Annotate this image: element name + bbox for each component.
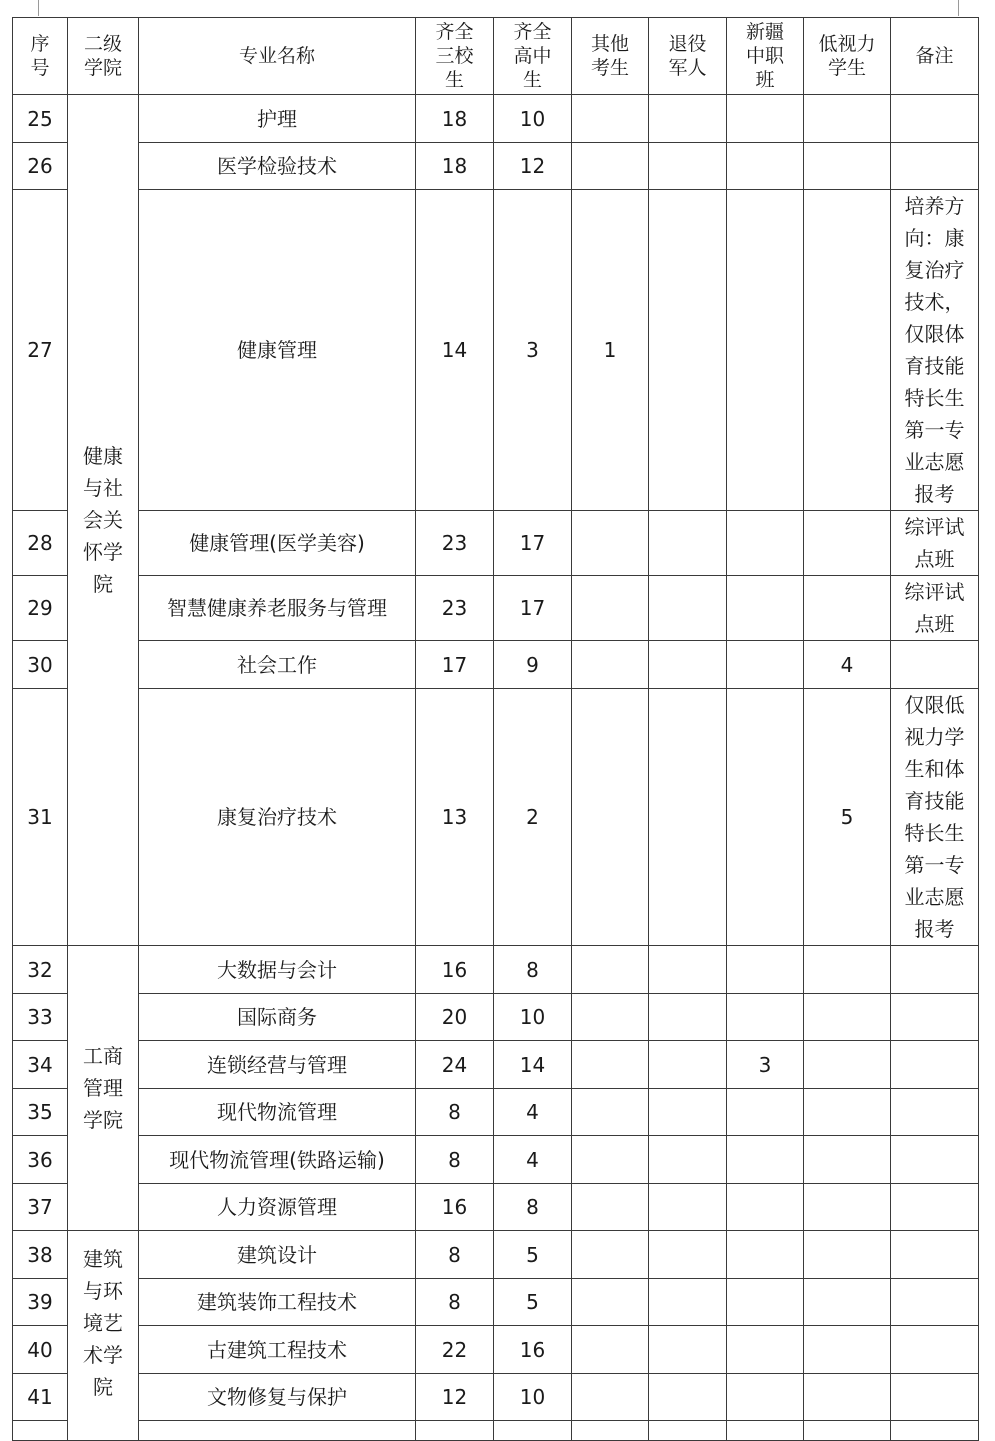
cell-qq-three: 22 <box>416 1326 494 1374</box>
cell-remark: 仅限低视力学生和体育技能特长生第一专业志愿报考 <box>891 689 979 946</box>
header-seq: 序号 <box>13 18 68 95</box>
cell-xinjiang <box>727 994 804 1041</box>
cell-low-vision <box>804 946 891 994</box>
cell-qq-three: 17 <box>416 641 494 689</box>
cell-qq-three: 24 <box>416 1041 494 1089</box>
cell-major: 国际商务 <box>139 994 416 1041</box>
table-row <box>13 689 979 946</box>
cell-veterans <box>649 1041 727 1089</box>
cell-low-vision <box>804 1231 891 1279</box>
cell-major: 建筑设计 <box>139 1231 416 1279</box>
cell-qq-high: 12 <box>494 143 572 190</box>
cell-qq-three: 8 <box>416 1279 494 1326</box>
cell-other <box>572 511 649 576</box>
cell-veterans <box>649 1136 727 1184</box>
cell-other <box>572 994 649 1041</box>
cell-qq-high: 5 <box>494 1279 572 1326</box>
cell-veterans <box>649 1374 727 1421</box>
cell-seq: 38 <box>13 1231 68 1279</box>
cell-qq-three: 23 <box>416 576 494 641</box>
cell-remark <box>891 95 979 143</box>
cell-college-business: 工商管理学院 <box>68 946 139 1231</box>
cell-veterans <box>649 994 727 1041</box>
cell-major: 康复治疗技术 <box>139 689 416 946</box>
cell-qq-high: 17 <box>494 511 572 576</box>
header-low-vision: 低视力学生 <box>804 18 891 95</box>
table-row <box>13 1374 979 1421</box>
cell-qq-high: 14 <box>494 1041 572 1089</box>
cell-qq-high: 10 <box>494 1374 572 1421</box>
page-corner-mark-left <box>38 0 39 16</box>
cell-qq-three: 16 <box>416 946 494 994</box>
cell-major: 连锁经营与管理 <box>139 1041 416 1089</box>
cell-qq-three: 13 <box>416 689 494 946</box>
header-xinjiang: 新疆中职班 <box>727 18 804 95</box>
cell-major: 护理 <box>139 95 416 143</box>
cell-major: 文物修复与保护 <box>139 1374 416 1421</box>
cell-other <box>572 1136 649 1184</box>
cell-qq-three: 20 <box>416 994 494 1041</box>
cell-xinjiang <box>727 1279 804 1326</box>
cell-xinjiang <box>727 576 804 641</box>
cell-remark <box>891 1184 979 1231</box>
table-row <box>13 1326 979 1374</box>
cell-college-health: 健康与社会关怀学院 <box>68 95 139 946</box>
cell-low-vision <box>804 1279 891 1326</box>
cell-remark <box>891 143 979 190</box>
cell-qq-three: 23 <box>416 511 494 576</box>
cell-low-vision <box>804 143 891 190</box>
table-row <box>13 1184 979 1231</box>
cell-other <box>572 1279 649 1326</box>
cell-xinjiang <box>727 190 804 511</box>
cell-other <box>572 95 649 143</box>
cell-qq-three: 18 <box>416 143 494 190</box>
cell-seq: 28 <box>13 511 68 576</box>
table-row <box>13 1041 979 1089</box>
cell-remark <box>891 1374 979 1421</box>
cell-other <box>572 1089 649 1136</box>
cell-remark <box>891 1231 979 1279</box>
cell-qq-three: 16 <box>416 1184 494 1231</box>
table-row <box>13 1279 979 1326</box>
table-row <box>13 946 979 994</box>
cell-major: 大数据与会计 <box>139 946 416 994</box>
header-other: 其他考生 <box>572 18 649 95</box>
cell-veterans <box>649 689 727 946</box>
cell-qq-high: 4 <box>494 1136 572 1184</box>
cell-seq: 31 <box>13 689 68 946</box>
cell-qq-three: 8 <box>416 1136 494 1184</box>
cell-other <box>572 946 649 994</box>
cell-veterans <box>649 95 727 143</box>
table-row <box>13 576 979 641</box>
cell-remark <box>891 1089 979 1136</box>
cell-other <box>572 1184 649 1231</box>
header-qq-three-schools: 齐全三校生 <box>416 18 494 95</box>
cell-other <box>572 1326 649 1374</box>
table-row <box>13 1231 979 1279</box>
cell-low-vision <box>804 1184 891 1231</box>
cell-remark: 综评试点班 <box>891 511 979 576</box>
cell-major: 现代物流管理(铁路运输) <box>139 1136 416 1184</box>
cell-low-vision <box>804 1089 891 1136</box>
cell-xinjiang <box>727 641 804 689</box>
cell-xinjiang <box>727 143 804 190</box>
cell-qq-three: 12 <box>416 1374 494 1421</box>
cell-low-vision <box>804 190 891 511</box>
cell-qq-high: 8 <box>494 1184 572 1231</box>
cell-remark <box>891 946 979 994</box>
cell-qq-three: 18 <box>416 95 494 143</box>
cell-xinjiang <box>727 511 804 576</box>
header-college: 二级学院 <box>68 18 139 95</box>
cell-other: 1 <box>572 190 649 511</box>
cell-veterans <box>649 576 727 641</box>
cell-qq-high: 17 <box>494 576 572 641</box>
cell-qq-high: 8 <box>494 946 572 994</box>
cell-veterans <box>649 190 727 511</box>
cell-other <box>572 576 649 641</box>
cell-low-vision: 4 <box>804 641 891 689</box>
header-veterans: 退役军人 <box>649 18 727 95</box>
cell-veterans <box>649 641 727 689</box>
cell-seq: 27 <box>13 190 68 511</box>
cell-remark <box>891 1279 979 1326</box>
cell-xinjiang <box>727 1136 804 1184</box>
cell-qq-high: 4 <box>494 1089 572 1136</box>
cell-remark <box>891 1136 979 1184</box>
cell-veterans <box>649 143 727 190</box>
cell-xinjiang <box>727 1374 804 1421</box>
cell-major: 建筑装饰工程技术 <box>139 1279 416 1326</box>
table-row <box>13 143 979 190</box>
cell-low-vision <box>804 95 891 143</box>
cell-xinjiang <box>727 689 804 946</box>
cell-major: 社会工作 <box>139 641 416 689</box>
cell-veterans <box>649 1184 727 1231</box>
table-row <box>13 1089 979 1136</box>
cell-major: 人力资源管理 <box>139 1184 416 1231</box>
cell-seq: 32 <box>13 946 68 994</box>
page-corner-mark-right <box>958 0 959 16</box>
cell-low-vision <box>804 1136 891 1184</box>
table-row <box>13 641 979 689</box>
cell-seq: 37 <box>13 1184 68 1231</box>
cell-xinjiang <box>727 1184 804 1231</box>
cell-qq-three: 8 <box>416 1231 494 1279</box>
cell-remark <box>891 1326 979 1374</box>
cell-qq-three: 14 <box>416 190 494 511</box>
cell-seq: 36 <box>13 1136 68 1184</box>
cell-seq: 26 <box>13 143 68 190</box>
cell-veterans <box>649 946 727 994</box>
cell-qq-high: 10 <box>494 994 572 1041</box>
table-row <box>13 511 979 576</box>
cell-seq: 33 <box>13 994 68 1041</box>
cell-low-vision: 5 <box>804 689 891 946</box>
cell-other <box>572 1231 649 1279</box>
cell-low-vision <box>804 1374 891 1421</box>
cell-seq: 40 <box>13 1326 68 1374</box>
cell-qq-high: 3 <box>494 190 572 511</box>
cell-qq-three: 8 <box>416 1089 494 1136</box>
cell-xinjiang <box>727 95 804 143</box>
cell-qq-high: 16 <box>494 1326 572 1374</box>
cell-remark <box>891 641 979 689</box>
cell-seq: 39 <box>13 1279 68 1326</box>
cell-seq: 25 <box>13 95 68 143</box>
cell-qq-high: 10 <box>494 95 572 143</box>
cell-other <box>572 1041 649 1089</box>
cell-seq: 30 <box>13 641 68 689</box>
cell-remark: 综评试点班 <box>891 576 979 641</box>
cell-low-vision <box>804 576 891 641</box>
cell-major: 健康管理(医学美容) <box>139 511 416 576</box>
cell-low-vision <box>804 994 891 1041</box>
cell-veterans <box>649 1326 727 1374</box>
cell-major: 智慧健康养老服务与管理 <box>139 576 416 641</box>
cell-xinjiang <box>727 1326 804 1374</box>
cell-major: 医学检验技术 <box>139 143 416 190</box>
cell-seq: 29 <box>13 576 68 641</box>
cell-other <box>572 143 649 190</box>
cell-xinjiang <box>727 946 804 994</box>
cell-qq-high: 2 <box>494 689 572 946</box>
cell-major: 古建筑工程技术 <box>139 1326 416 1374</box>
cell-other <box>572 1374 649 1421</box>
cell-major: 现代物流管理 <box>139 1089 416 1136</box>
header-qq-high-school: 齐全高中生 <box>494 18 572 95</box>
cell-veterans <box>649 1231 727 1279</box>
cell-major: 健康管理 <box>139 190 416 511</box>
cell-seq: 35 <box>13 1089 68 1136</box>
cell-low-vision <box>804 1326 891 1374</box>
cell-qq-high: 9 <box>494 641 572 689</box>
table-row <box>13 190 979 511</box>
cell-remark <box>891 1041 979 1089</box>
cell-low-vision <box>804 511 891 576</box>
cell-seq: 34 <box>13 1041 68 1089</box>
cell-low-vision <box>804 1041 891 1089</box>
table-row <box>13 1136 979 1184</box>
cell-other <box>572 641 649 689</box>
cell-xinjiang <box>727 1089 804 1136</box>
table-row <box>13 994 979 1041</box>
header-remark: 备注 <box>891 18 979 95</box>
enrollment-plan-table <box>12 17 979 1441</box>
table-header-row <box>13 18 979 95</box>
table-row <box>13 95 979 143</box>
cell-remark: 培养方向：康复治疗技术，仅限体育技能特长生第一专业志愿报考 <box>891 190 979 511</box>
cell-other <box>572 689 649 946</box>
header-major: 专业名称 <box>139 18 416 95</box>
cell-xinjiang <box>727 1231 804 1279</box>
cell-veterans <box>649 511 727 576</box>
cell-qq-high: 5 <box>494 1231 572 1279</box>
cell-veterans <box>649 1089 727 1136</box>
cell-remark <box>891 994 979 1041</box>
cell-college-architecture: 建筑与环境艺术学院 <box>68 1231 139 1441</box>
cell-xinjiang: 3 <box>727 1041 804 1089</box>
cell-seq: 41 <box>13 1374 68 1421</box>
cell-veterans <box>649 1279 727 1326</box>
